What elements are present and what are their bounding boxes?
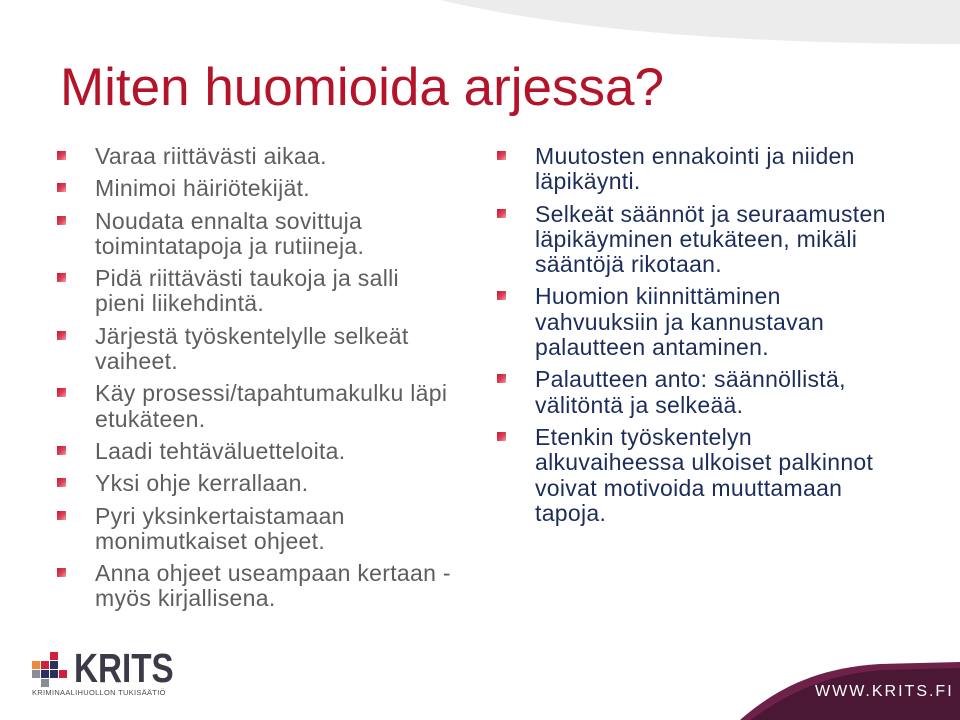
website-url: WWW.KRITS.FI — [815, 683, 954, 700]
bullet-text-line: tapoja. — [535, 499, 607, 526]
square-bullet-icon — [57, 273, 66, 282]
bullet-text-line: välitöntä ja selkeää. — [535, 391, 744, 418]
square-bullet-icon — [57, 331, 66, 340]
bullet-text-line: Käy prosessi/tapahtumakulku läpi — [95, 380, 448, 407]
logo-square — [32, 670, 40, 678]
bullet-item — [95, 324, 451, 375]
logo-square — [32, 661, 40, 669]
bullet-text-line: Pidä riittävästi taukoja ja salli — [95, 265, 399, 292]
bullet-item — [535, 144, 886, 195]
bullet-item — [535, 367, 886, 418]
bullet-text-line: Yksi ohje kerrallaan. — [95, 470, 309, 497]
bullet-item — [95, 471, 451, 496]
square-bullet-icon — [57, 568, 66, 577]
bullet-text-line: etukäteen. — [95, 405, 206, 432]
bullet-text-line: vaiheet. — [95, 348, 178, 375]
bullet-text-line: Anna ohjeet useampaan kertaan - — [95, 560, 451, 587]
right-bullet-list — [535, 144, 886, 526]
bullet-item — [95, 176, 451, 201]
bullet-text-line: Varaa riittävästi aikaa. — [95, 143, 327, 169]
square-bullet-icon — [497, 209, 506, 218]
bullet-item — [95, 209, 451, 260]
logo-square — [50, 652, 58, 660]
bullet-text-line: sääntöjä rikotaan. — [535, 251, 722, 278]
square-bullet-icon — [497, 151, 506, 160]
bullet-text-line: läpikäynti. — [535, 168, 641, 195]
bullet-text-line: Muutosten ennakointi ja niiden — [535, 143, 855, 169]
bullet-text-line: Etenkin työskentelyn — [535, 423, 752, 450]
square-bullet-icon — [57, 216, 66, 225]
logo-square — [50, 661, 58, 669]
square-bullet-icon — [497, 374, 506, 383]
bullet-item — [95, 381, 451, 432]
bullet-text-line: Järjestä työskentelylle selkeät — [95, 322, 409, 349]
logo-square — [41, 679, 49, 687]
left-bullet-list — [95, 144, 451, 612]
bullet-text-line: Palautteen anto: säännöllistä, — [535, 366, 846, 393]
bullet-text-line: monimutkaiset ohjeet. — [95, 527, 326, 554]
bullet-text-line: läpikäyminen etukäteen, mikäli — [535, 225, 858, 252]
bullet-item — [95, 504, 451, 555]
bullet-text-line: Laadi tehtäväluetteloita. — [95, 437, 346, 464]
square-bullet-icon — [57, 151, 66, 160]
bullet-text-line: voivat motivoida muuttamaan — [535, 474, 843, 501]
top-swoosh-shape — [440, 0, 960, 44]
logo-square — [41, 670, 49, 678]
slide-title: Miten huomioida arjessa? — [60, 58, 664, 117]
bullet-text-line: Pyri yksinkertaistamaan — [95, 502, 345, 529]
logo-square — [50, 670, 58, 678]
krits-logo-icon — [32, 652, 67, 687]
bullet-item — [535, 425, 886, 526]
bullet-text-line: Minimoi häiriötekijät. — [95, 175, 310, 202]
square-bullet-icon — [57, 183, 66, 192]
bullet-text-line: Selkeät säännöt ja seuraamusten — [535, 200, 886, 227]
bullet-text-line: palautteen antaminen. — [535, 334, 769, 361]
bullet-text-line: alkuvaiheessa ulkoiset palkinnot — [535, 449, 874, 476]
bullet-item — [95, 561, 451, 612]
square-bullet-icon — [57, 446, 66, 455]
square-bullet-icon — [57, 478, 66, 487]
bullet-item — [95, 439, 451, 464]
top-swoosh-decoration — [440, 0, 960, 50]
logo-tagline: KRIMINAALIHUOLLON TUKISÄÄTIÖ — [32, 688, 166, 697]
bullet-item — [95, 144, 451, 169]
bullet-item — [535, 202, 886, 278]
bullet-text-line: Noudata ennalta sovittuja — [95, 207, 363, 234]
bullet-text-line: myös kirjallisena. — [95, 585, 276, 612]
logo-name: KRITS — [74, 645, 174, 691]
bullet-text-line: toimintatapoja ja rutiineja. — [95, 232, 365, 259]
bullet-text-line: vahvuuksiin ja kannustavan — [535, 308, 825, 335]
bullet-text-line: Huomion kiinnittäminen — [535, 283, 781, 310]
square-bullet-icon — [57, 388, 66, 397]
square-bullet-icon — [497, 432, 506, 441]
logo-square — [41, 661, 49, 669]
bullet-item — [535, 284, 886, 360]
logo-square — [59, 670, 67, 678]
bullet-item — [95, 266, 451, 317]
square-bullet-icon — [57, 511, 66, 520]
square-bullet-icon — [497, 291, 506, 300]
bullet-text-line: pieni liikehdintä. — [95, 290, 265, 317]
